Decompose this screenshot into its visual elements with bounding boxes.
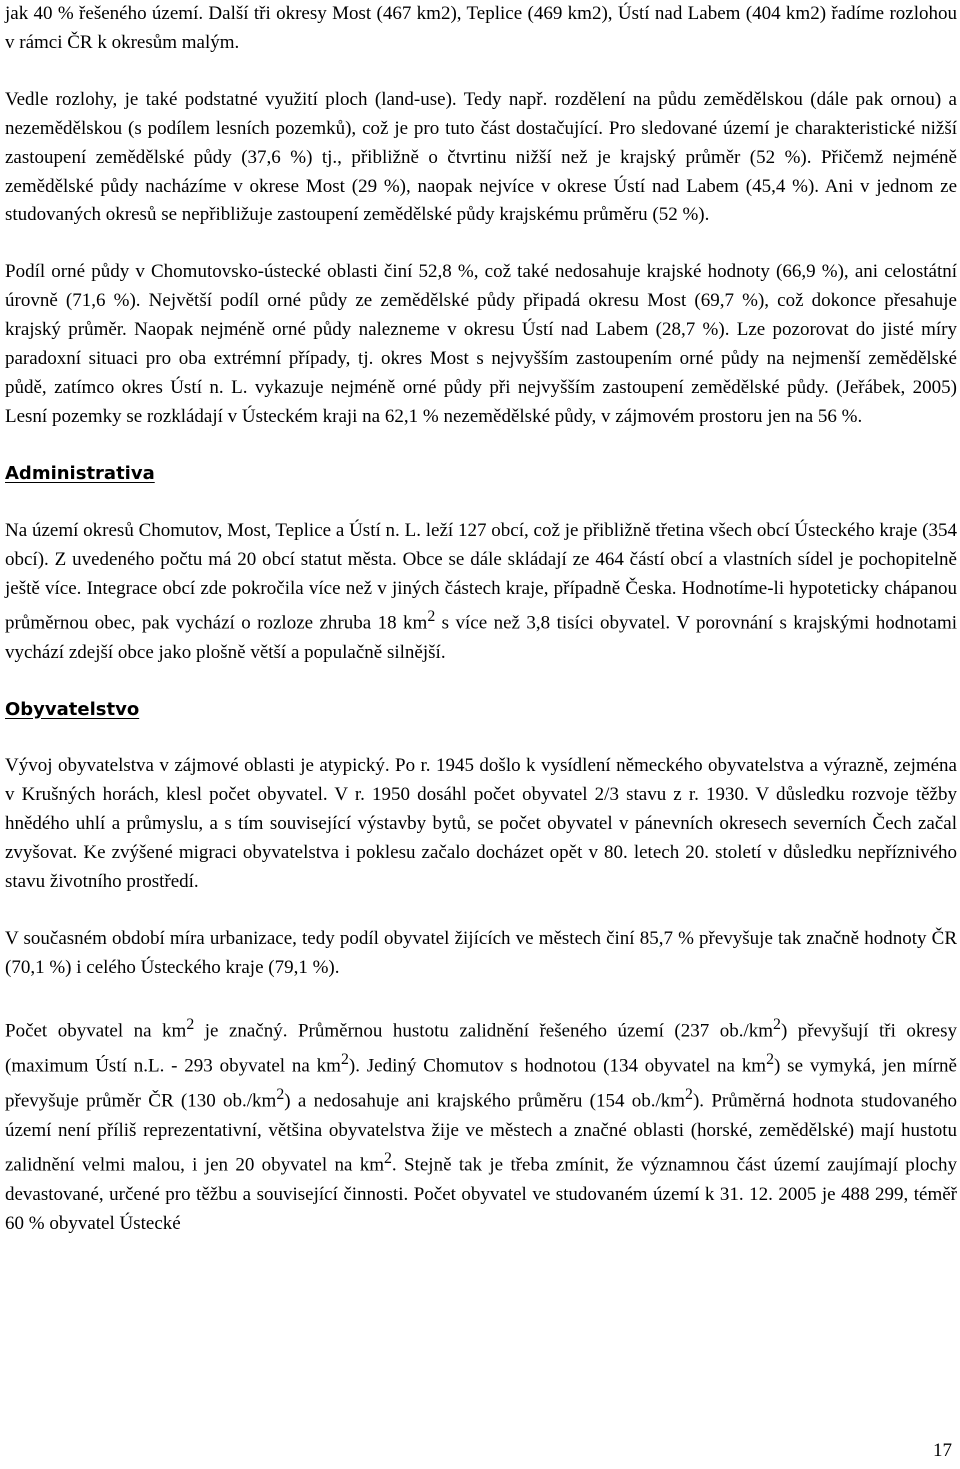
paragraph-gap — [5, 897, 957, 925]
superscript: 2 — [340, 1051, 349, 1069]
superscript: 2 — [685, 1086, 693, 1104]
density-text: ) převyšují tři okresy (maximum Ústí n.L. - 293 obyvatel na km — [5, 1020, 958, 1077]
obyvatelstvo-heading: Obyvatelstvo — [5, 698, 140, 720]
land-use-paragraph: Vedle rozlohy, je také podstatné využití ploch (land-use). Tedy např. rozdělení na půdu zemědělskou (dále pak ornou) a nezemědělskou (s podílem lesních pozemků), což je pro tuto část dostačující. Pro sledované území je charakteristické nižší zastoupení zemědělské půdy (37,6 %) tj., přibližně o čtvrtinu nižší než je krajský průměr (52 %). Přičemž nejméně zemědělské půdy nacházíme v okrese Most (29 %), naopak nejvíce v okrese Ústí nad Labem (45,4 %). Ani v jednom ze studovaných okresů se nepřibližuje zastoupení zemědělské půdy krajskému průměru (52 %). — [5, 88, 957, 226]
paragraph-gap — [5, 58, 957, 86]
density-text: ) se vymyká, jen mírně převyšuje průměr ČR (130 ob./km — [5, 1055, 957, 1112]
administrativa-paragraph — [5, 517, 957, 668]
superscript: 2 — [384, 1150, 392, 1168]
administrativa-heading: Administrativa — [5, 462, 155, 484]
admin-text: Na území okresů Chomutov, Most, Teplice a Ústí n. L. leží 127 obcí, což je přibližně třetina všech obcí Ústeckého kraje (354 obcí). Z uvedeného počtu má 20 obcí statut města. Obce se dále skládají ze 464 částí obcí a vlastních sídel je pochopitelně ještě více. Integrace obcí zde pokročila více než v jiných částech kraje, případně Česka. Hodnotíme-li hypoteticky chápanou průměrnou obec, pak vychází o rozloze zhruba 18 km — [5, 519, 957, 634]
paragraph-gap — [5, 983, 957, 1011]
intro-paragraph: jak 40 % řešeného území. Další tři okresy Most (467 km2), Teplice (469 km2), Ústí nad Labem (404 km2) řadíme rozlohou v rámci ČR k okresům malým. — [5, 3, 957, 53]
density-text: Počet obyvatel na km — [5, 1020, 187, 1042]
paragraph-gap — [5, 724, 957, 752]
superscript: 2 — [766, 1051, 775, 1069]
paragraph-gap — [5, 668, 957, 696]
population-paragraph: Vývoj obyvatelstva v zájmové oblasti je atypický. Po r. 1945 došlo k vysídlení německého obyvatelstva a výrazně, zejména v Krušných horách, klesl počet obyvatel. V r. 1950 dosáhl počet obyvatel 2/3 stavu z r. 1930. V důsledku rozvoje těžby hnědého uhlí a průmyslu, a s tím související výstavby bytů, se počet obyvatel v pánevních okresech severních Čech začal zvyšovat. Ke zvýšené migraci obyvatelstva i poklesu začalo docházet opět v 80. letech 20. století v důsledku nepříznivého stavu životního prostředí. — [5, 755, 957, 893]
density-text: ). Jediný Chomutov s hodnotou (134 obyvatel na km — [348, 1055, 767, 1077]
superscript: 2 — [276, 1086, 285, 1104]
superscript: 2 — [427, 608, 436, 626]
superscript: 2 — [186, 1015, 195, 1033]
paragraph-gap — [5, 432, 957, 460]
density-paragraph — [5, 1011, 957, 1239]
paragraph-gap — [5, 230, 957, 258]
admin-text: s více než 3,8 tisíci obyvatel. V porovnání s krajskými hodnotami vychází zdejší obce jako plošně větší a populačně silnější. — [5, 612, 957, 663]
density-text: ). Průměrná hodnota studovaného území není příliš reprezentativní, většina obyvatelstva žije ve městech a značné oblasti (horské, zemědělské) mají hustotu zalidnění velmi malou, i jen 20 obyvatel na km — [5, 1090, 958, 1176]
density-text: je značný. Průměrnou hustotu zalidnění řešeného území (237 ob./km — [194, 1020, 774, 1042]
density-text: ) a nedosahuje ani krajského průměru (154 ob./km — [284, 1090, 686, 1112]
superscript: 2 — [773, 1015, 781, 1033]
urbanization-paragraph: V současném období míra urbanizace, tedy podíl obyvatel žijících ve městech činí 85,7 % převyšuje tak značně hodnoty ČR (70,1 %) i celého Ústeckého kraje (79,1 %). — [5, 927, 957, 978]
paragraph-gap — [5, 489, 957, 517]
arable-land-paragraph: Podíl orné půdy v Chomutovsko-ústecké oblasti činí 52,8 %, což také nedosahuje krajské hodnoty (66,9 %), ani celostátní úrovně (71,6 %). Největší podíl orné půdy ze zemědělské půdy připadá okresu Most (69,7 %), což dokonce přesahuje krajský průměr. Naopak nejméně orné půdy nalezneme v okresu Ústí nad Labem (28,7 %). Lze pozorovat do jisté míry paradoxní situaci pro oba extrémní případy, tj. okres Most s nejvyšším zastoupením orné půdy na nejmenší zemědělské půdě, zatímco okres Ústí n. L. vykazuje nejméně orné půdy při nejvyšším zastoupení zemědělské půdy. (Jeřábek, 2005) Lesní pozemky se rozkládají v Ústeckém kraji na 62,1 % nezemědělské půdy, v zájmovém prostoru jen na 56 %. — [5, 261, 957, 427]
density-text: . Stejně tak je třeba zmínit, že významnou část území zaujímají plochy devastované, určené pro těžbu a související činnosti. Počet obyvatel ve studovaném území k 31. 12. 2005 je 488 299, téměř 60 % obyvatel Ústecké — [5, 1154, 957, 1234]
page-number: 17 — [933, 1440, 952, 1461]
